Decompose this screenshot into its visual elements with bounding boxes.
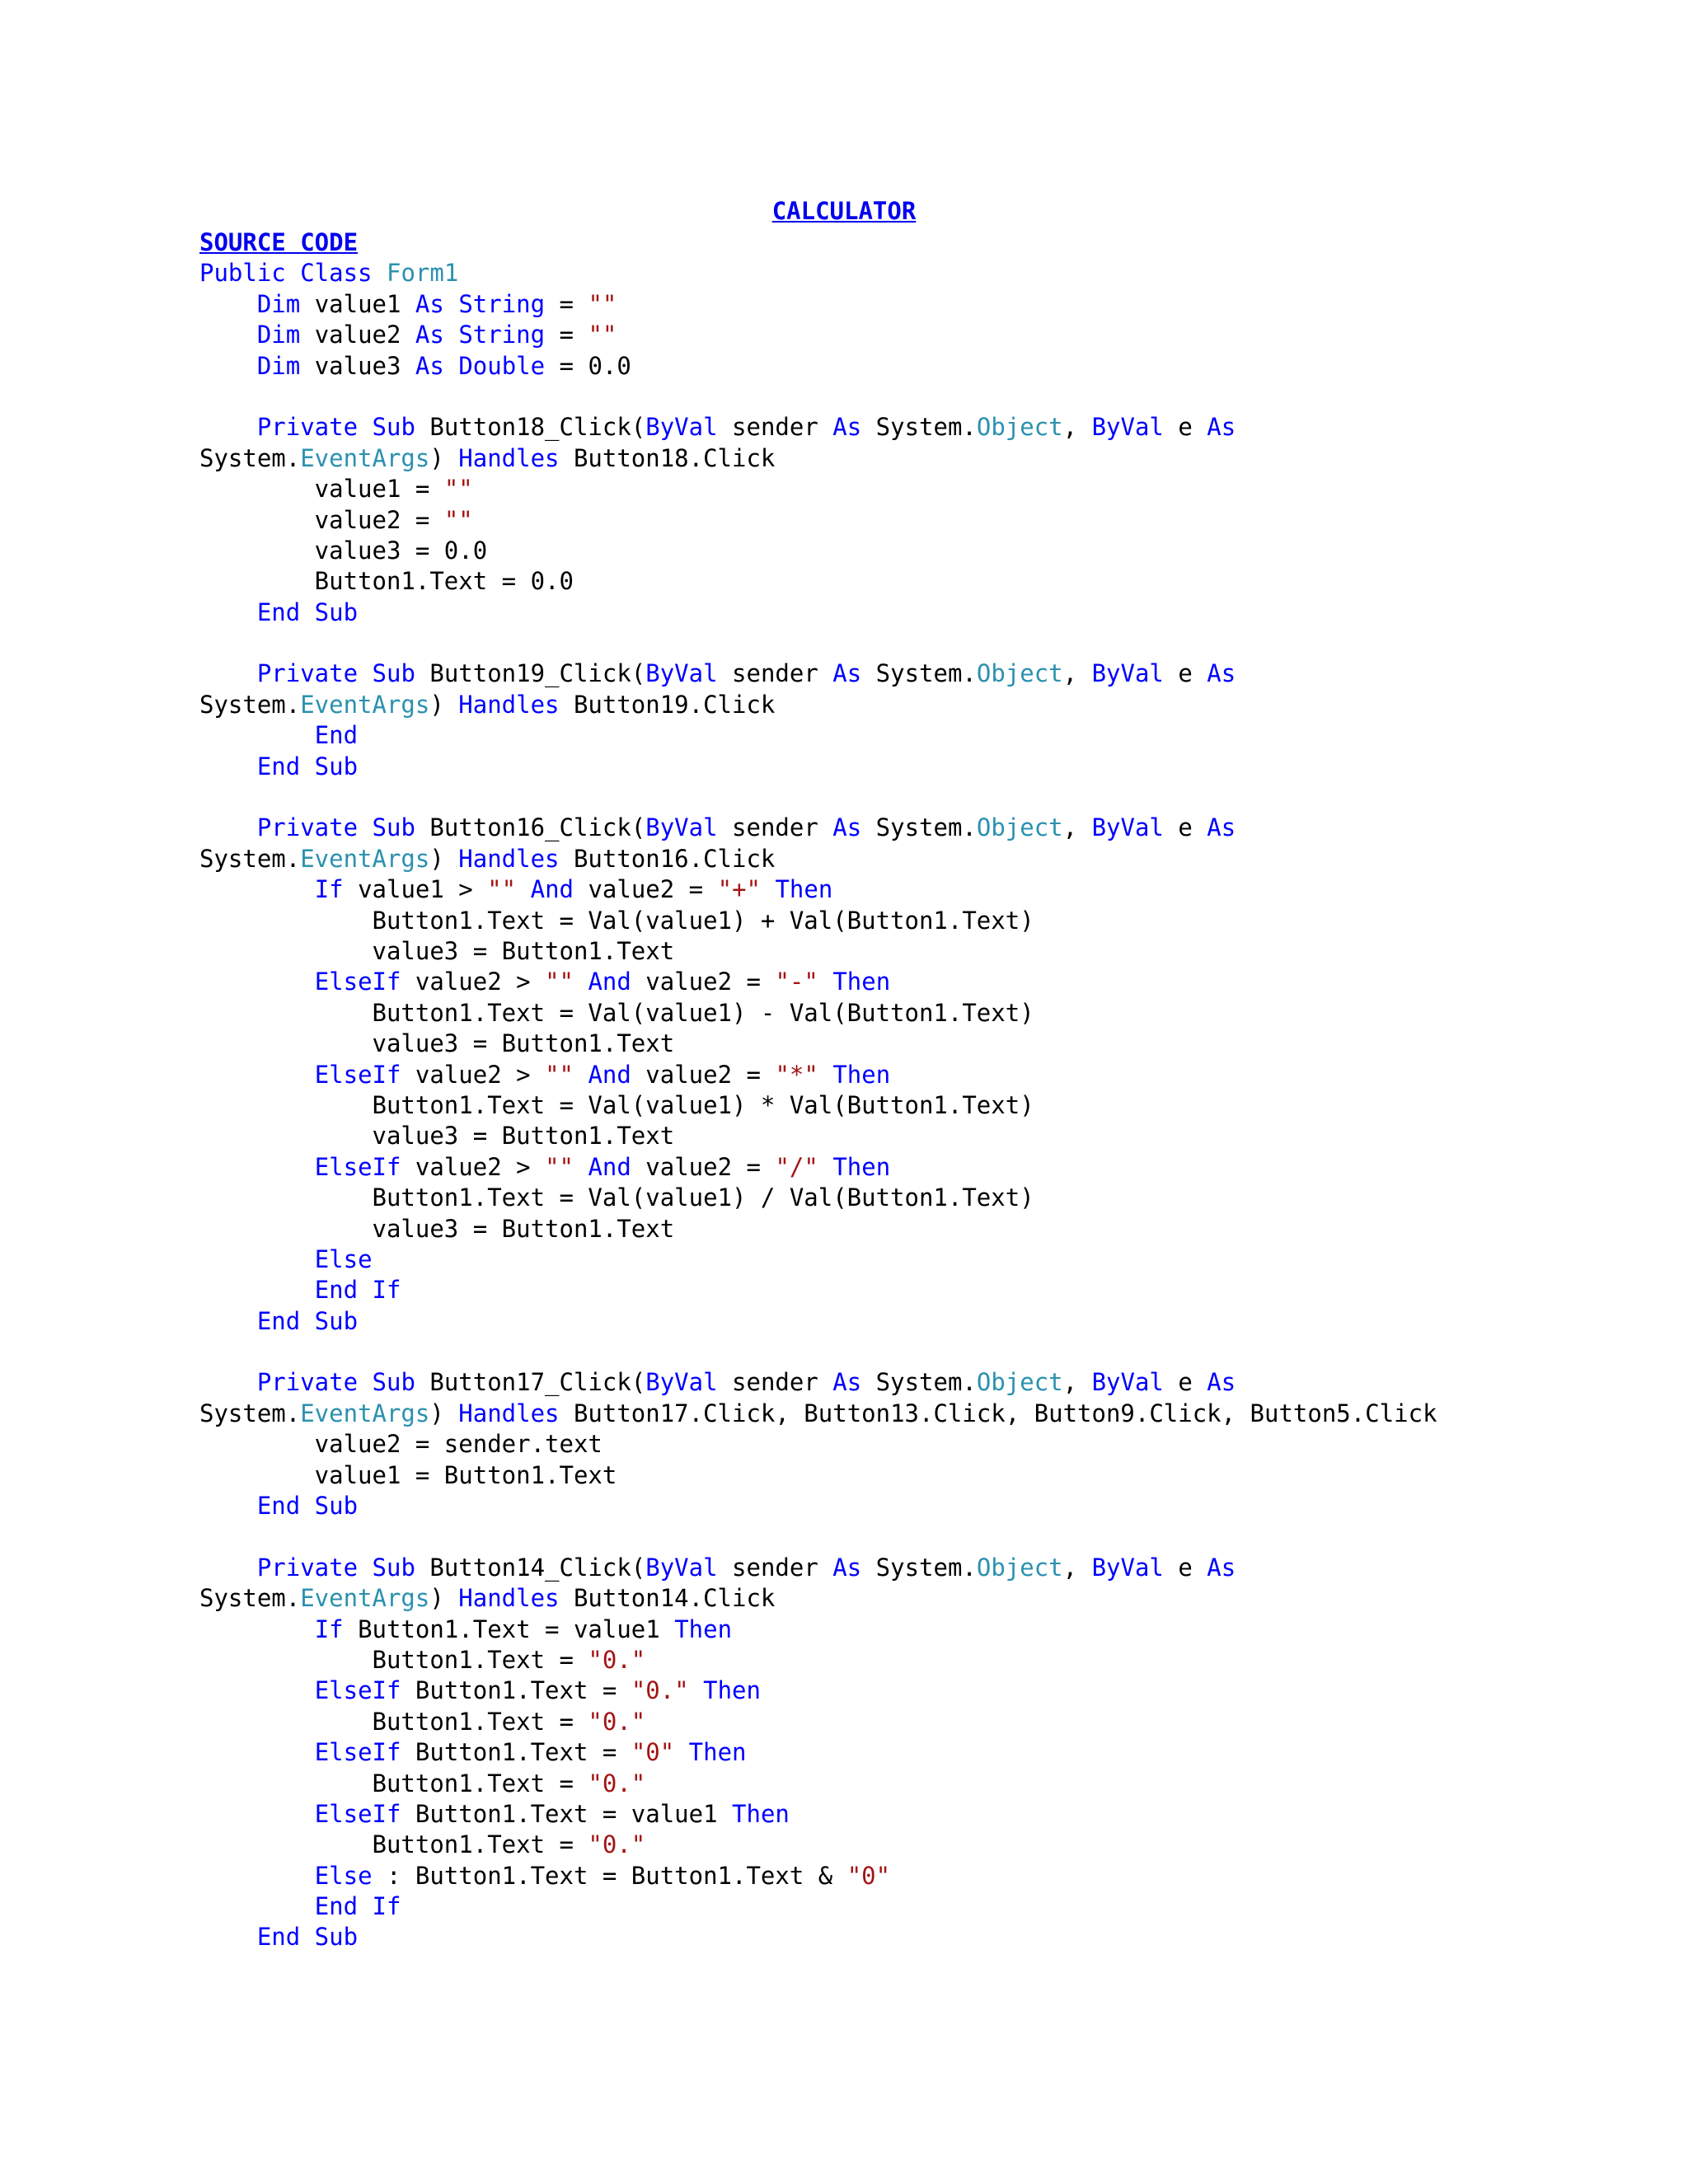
code-keyword: ByVal — [645, 659, 718, 688]
code-text: sender — [717, 413, 833, 442]
code-type-name: EventArgs — [300, 443, 430, 472]
code-text: , — [1062, 813, 1092, 842]
code-line — [199, 1707, 1437, 1737]
code-text: Button17_Click( — [415, 1368, 646, 1397]
code-keyword: Handles — [458, 690, 560, 719]
code-line — [199, 1183, 1437, 1213]
code-text: Button18.Click — [559, 443, 776, 472]
code-string-literal: "0." — [588, 1645, 646, 1674]
code-line — [199, 412, 1437, 443]
code-keyword: As — [1207, 659, 1236, 688]
code-keyword: ByVal — [645, 1368, 718, 1397]
code-text — [199, 290, 257, 318]
code-text — [574, 1061, 588, 1089]
code-string-literal: "0" — [846, 1861, 891, 1890]
code-text — [516, 875, 530, 903]
code-keyword: Handles — [458, 1584, 560, 1613]
code-keyword: Double — [458, 351, 546, 380]
code-keyword: As — [832, 813, 862, 842]
code-text: e — [1163, 413, 1207, 442]
code-text — [574, 1153, 588, 1181]
code-text — [444, 352, 458, 380]
code-text: e — [1163, 1368, 1207, 1397]
code-keyword: Private Sub — [256, 659, 415, 688]
document-title: CALCULATOR — [771, 197, 917, 225]
code-text: Button16_Click( — [415, 813, 646, 842]
code-line — [199, 443, 1437, 474]
code-text — [199, 1276, 315, 1304]
code-text: value2 > — [401, 968, 546, 996]
code-text — [199, 1061, 315, 1089]
code-string-literal: "" — [588, 289, 617, 318]
code-text: : Button1.Text = Button1.Text & — [372, 1861, 847, 1890]
code-text — [199, 875, 315, 903]
code-keyword: Handles — [458, 844, 560, 873]
code-text: , — [1062, 1553, 1092, 1582]
code-keyword: And — [588, 1060, 631, 1089]
code-line — [199, 382, 1437, 412]
code-keyword: ElseIf — [314, 1152, 401, 1181]
code-keyword: Then — [832, 968, 891, 996]
code-text: Button16.Click — [559, 844, 776, 873]
code-keyword: ElseIf — [314, 1676, 401, 1705]
code-string-literal: "-" — [775, 968, 818, 996]
code-keyword: Then — [688, 1738, 747, 1767]
code-line — [199, 1675, 1437, 1706]
code-keyword: End Sub — [256, 752, 359, 780]
code-keyword: Then — [832, 1060, 891, 1089]
code-text — [199, 1892, 315, 1920]
code-keyword: As — [415, 351, 444, 380]
code-text: Button1.Text = — [199, 1645, 588, 1674]
code-line — [199, 1615, 1437, 1645]
code-keyword: As — [1207, 1368, 1236, 1397]
code-line — [199, 936, 1437, 967]
code-text: ) — [429, 1399, 459, 1427]
code-text — [689, 1676, 703, 1704]
code-keyword: If — [314, 875, 344, 904]
code-string-literal: "" — [487, 875, 517, 904]
code-text: System. — [861, 1368, 977, 1397]
code-text — [199, 721, 315, 749]
code-text: Button18_Click( — [415, 413, 646, 442]
code-text: Button1.Text = 0.0 — [199, 567, 574, 596]
code-text — [818, 1153, 832, 1181]
code-keyword: End Sub — [256, 1306, 359, 1335]
code-keyword: Dim — [256, 351, 301, 380]
code-text — [199, 752, 257, 780]
code-keyword: ByVal — [1091, 659, 1164, 688]
code-line — [199, 1306, 1437, 1337]
code-type-name: Form1 — [386, 259, 459, 288]
code-line — [199, 628, 1437, 658]
code-line — [199, 351, 1437, 382]
code-type-name: Object — [976, 659, 1063, 688]
code-text: value3 = 0.0 — [199, 536, 488, 565]
code-string-literal: "" — [443, 475, 473, 504]
code-keyword: End Sub — [256, 1492, 359, 1521]
code-keyword: End — [314, 721, 359, 750]
code-line — [199, 813, 1437, 843]
code-type-name: EventArgs — [300, 690, 430, 719]
code-keyword: As — [1207, 1553, 1236, 1582]
code-string-literal: "" — [588, 321, 617, 349]
code-type-name: EventArgs — [300, 844, 430, 873]
code-text: value3 = Button1.Text — [199, 1122, 675, 1151]
code-text: System. — [199, 844, 301, 873]
code-string-literal: "0." — [588, 1707, 646, 1736]
code-line — [199, 1275, 1437, 1305]
code-keyword: ElseIf — [314, 968, 401, 996]
code-text — [199, 1153, 315, 1181]
code-line — [199, 1737, 1437, 1768]
code-keyword: Then — [775, 875, 833, 904]
code-text: Button1.Text = value1 — [343, 1615, 675, 1643]
code-line — [199, 1244, 1437, 1275]
code-keyword: Dim — [256, 321, 301, 349]
code-text: value1 = Button1.Text — [199, 1460, 617, 1489]
code-text: System. — [199, 1584, 301, 1613]
code-keyword: ByVal — [1091, 413, 1164, 442]
code-text: ) — [429, 690, 459, 719]
code-keyword: And — [588, 968, 631, 996]
code-line — [199, 1645, 1437, 1675]
code-text — [444, 290, 458, 318]
code-keyword: And — [530, 875, 574, 904]
code-type-name: EventArgs — [300, 1399, 430, 1427]
code-line — [199, 1460, 1437, 1491]
code-type-name: EventArgs — [300, 1584, 430, 1613]
code-text: value2 = sender.text — [199, 1430, 603, 1459]
code-text — [199, 1676, 315, 1704]
code-text: value3 = Button1.Text — [199, 936, 675, 965]
code-text: Button1.Text = Val(value1) / Val(Button1.Text) — [199, 1183, 1034, 1212]
code-line — [199, 1029, 1437, 1059]
code-text: Button1.Text = Val(value1) * Val(Button1.Text) — [199, 1090, 1034, 1119]
code-text — [199, 1800, 315, 1828]
code-line — [199, 998, 1437, 1029]
code-line — [199, 474, 1437, 504]
source-code-block — [199, 227, 1437, 1953]
code-text: value2 > — [401, 1152, 546, 1181]
code-text: value1 — [300, 289, 415, 318]
code-text: Button17.Click, Button13.Click, Button9.Click, Button5.Click — [559, 1399, 1437, 1427]
code-string-literal: "0." — [588, 1830, 646, 1859]
code-text: ) — [429, 844, 459, 873]
code-line — [199, 690, 1437, 720]
code-line — [199, 1583, 1437, 1614]
code-text — [199, 413, 257, 441]
code-text — [199, 813, 257, 841]
code-type-name: Object — [976, 413, 1063, 442]
code-line — [199, 1121, 1437, 1151]
code-text — [818, 1061, 832, 1089]
code-text: Button1.Text = value1 — [401, 1799, 733, 1828]
code-keyword: End Sub — [256, 1923, 359, 1952]
code-string-literal: "" — [545, 1152, 574, 1181]
code-line — [199, 289, 1437, 320]
code-line — [199, 566, 1437, 597]
code-keyword: Else — [314, 1861, 373, 1890]
code-keyword: Handles — [458, 1399, 560, 1427]
code-keyword: As — [832, 1368, 862, 1397]
code-text: value2 > — [401, 1060, 546, 1089]
code-text: = — [545, 321, 588, 349]
code-keyword: ByVal — [645, 813, 718, 842]
code-line — [199, 598, 1437, 628]
code-line — [199, 1521, 1437, 1552]
code-keyword: Then — [832, 1152, 891, 1181]
code-text: Button1.Text = Val(value1) - Val(Button1.Text) — [199, 998, 1034, 1027]
source-code-heading: SOURCE CODE — [199, 228, 359, 256]
code-string-literal: "*" — [775, 1060, 818, 1089]
code-line — [199, 1769, 1437, 1799]
code-text: value1 = — [199, 475, 444, 504]
code-text — [199, 1307, 257, 1335]
code-text: System. — [199, 690, 301, 719]
code-text: Button1.Text = — [401, 1676, 631, 1705]
code-text: value3 = Button1.Text — [199, 1029, 675, 1058]
code-line — [199, 536, 1437, 566]
code-text: Button1.Text = — [401, 1738, 631, 1767]
code-keyword: Private Sub — [256, 1553, 415, 1582]
code-text — [199, 1368, 257, 1396]
code-text — [199, 1492, 257, 1520]
code-keyword: End If — [314, 1276, 401, 1305]
code-keyword: As — [415, 289, 444, 318]
code-line — [199, 1861, 1437, 1891]
code-text — [199, 598, 257, 626]
code-line — [199, 1799, 1437, 1830]
code-text: System. — [199, 1399, 301, 1427]
code-text: , — [1062, 1368, 1092, 1397]
code-keyword: ByVal — [645, 413, 718, 442]
code-keyword: Dim — [256, 289, 301, 318]
code-text — [674, 1738, 688, 1766]
code-line — [199, 227, 1437, 258]
code-line — [199, 1367, 1437, 1398]
code-text: value2 = — [631, 1152, 776, 1181]
code-string-literal: "/" — [775, 1152, 818, 1181]
code-string-literal: "0." — [631, 1676, 689, 1705]
code-string-literal: "0." — [588, 1769, 646, 1797]
code-keyword: Public Class — [199, 259, 387, 288]
code-line — [199, 1429, 1437, 1460]
code-text — [199, 968, 315, 996]
code-text: , — [1062, 659, 1092, 688]
code-text: Button1.Text = — [199, 1769, 588, 1797]
code-line — [199, 1090, 1437, 1121]
code-keyword: String — [458, 289, 546, 318]
code-text: sender — [717, 1368, 833, 1397]
code-keyword: And — [588, 1152, 631, 1181]
code-text: value1 > — [343, 875, 488, 904]
code-text — [444, 321, 458, 349]
code-keyword: ByVal — [1091, 1553, 1164, 1582]
code-string-literal: "" — [443, 505, 473, 534]
code-line — [199, 1922, 1437, 1952]
code-text: sender — [717, 813, 833, 842]
code-text: Button1.Text = — [199, 1830, 588, 1859]
code-text: value3 = Button1.Text — [199, 1214, 675, 1243]
code-keyword: Private Sub — [256, 813, 415, 842]
code-text: Button14.Click — [559, 1584, 776, 1613]
code-keyword: String — [458, 321, 546, 349]
code-text — [199, 1245, 315, 1273]
code-text: System. — [861, 1553, 977, 1582]
code-keyword: ElseIf — [314, 1060, 401, 1089]
code-text — [199, 321, 257, 349]
code-line — [199, 967, 1437, 997]
code-text: value3 — [300, 351, 415, 380]
code-text: value2 — [300, 321, 415, 349]
code-keyword: As — [832, 659, 862, 688]
code-line — [199, 782, 1437, 813]
code-keyword: As — [1207, 813, 1236, 842]
code-string-literal: "+" — [717, 875, 761, 904]
code-line — [199, 1491, 1437, 1521]
code-keyword: End Sub — [256, 598, 359, 626]
code-text: Button1.Text = — [199, 1707, 588, 1736]
code-text: , — [1062, 413, 1092, 442]
code-keyword: ByVal — [645, 1553, 718, 1582]
code-text — [199, 659, 257, 687]
code-keyword: Handles — [458, 443, 560, 472]
code-text: System. — [861, 413, 977, 442]
code-line — [199, 658, 1437, 689]
code-text: ) — [429, 443, 459, 472]
code-keyword: Private Sub — [256, 1368, 415, 1397]
code-text: value2 = — [631, 1060, 776, 1089]
code-text: ) — [429, 1584, 459, 1613]
code-line — [199, 320, 1437, 350]
code-string-literal: "" — [545, 1060, 574, 1089]
code-keyword: ByVal — [1091, 1368, 1164, 1397]
code-keyword: Then — [674, 1615, 733, 1643]
code-text: = 0.0 — [545, 351, 631, 380]
code-keyword: ByVal — [1091, 813, 1164, 842]
code-line — [199, 844, 1437, 874]
code-text — [574, 968, 588, 996]
code-text: System. — [199, 443, 301, 472]
code-text: e — [1163, 1553, 1207, 1582]
code-keyword: ElseIf — [314, 1738, 401, 1767]
code-text: Button19_Click( — [415, 659, 646, 688]
code-line — [199, 1830, 1437, 1860]
code-text: value2 = — [199, 505, 444, 534]
code-line — [199, 1060, 1437, 1090]
code-text — [199, 1615, 315, 1643]
code-text: System. — [861, 813, 977, 842]
code-line — [199, 1152, 1437, 1183]
code-keyword: As — [832, 1553, 862, 1582]
code-type-name: Object — [976, 813, 1063, 842]
code-text: = — [545, 289, 588, 318]
code-text: sender — [717, 659, 833, 688]
code-text: Button19.Click — [559, 690, 776, 719]
code-line — [199, 1399, 1437, 1429]
code-line — [199, 1553, 1437, 1583]
code-line — [199, 752, 1437, 782]
code-type-name: Object — [976, 1553, 1063, 1582]
code-keyword: Private Sub — [256, 413, 415, 442]
code-line — [199, 1214, 1437, 1244]
code-text — [199, 352, 257, 380]
code-text: Button1.Text = Val(value1) + Val(Button1.Text) — [199, 906, 1034, 935]
code-keyword: As — [832, 413, 862, 442]
code-text: value2 = — [631, 968, 776, 996]
code-text: Button14_Click( — [415, 1553, 646, 1582]
code-text — [199, 1862, 315, 1890]
code-line — [199, 720, 1437, 751]
code-text: value2 = — [574, 875, 718, 904]
code-keyword: Then — [732, 1799, 790, 1828]
code-keyword: As — [1207, 413, 1236, 442]
code-string-literal: "0" — [631, 1738, 675, 1767]
code-keyword: Then — [703, 1676, 761, 1705]
code-text — [818, 968, 832, 996]
code-line — [199, 874, 1437, 905]
code-text — [199, 1554, 257, 1582]
code-keyword: ElseIf — [314, 1799, 401, 1828]
code-keyword: As — [415, 321, 444, 349]
code-string-literal: "" — [545, 968, 574, 996]
code-line — [199, 1337, 1437, 1367]
code-type-name: Object — [976, 1368, 1063, 1397]
code-keyword: If — [314, 1615, 344, 1643]
code-keyword: Else — [314, 1244, 373, 1273]
code-text: e — [1163, 659, 1207, 688]
code-text — [761, 875, 775, 903]
code-keyword: End If — [314, 1892, 401, 1921]
code-text — [199, 1923, 257, 1951]
code-text: e — [1163, 813, 1207, 842]
code-line — [199, 1891, 1437, 1922]
code-line — [199, 906, 1437, 936]
code-text: sender — [717, 1553, 833, 1582]
code-text — [199, 1738, 315, 1766]
code-line — [199, 505, 1437, 536]
code-text: System. — [861, 659, 977, 688]
code-line — [199, 258, 1437, 288]
